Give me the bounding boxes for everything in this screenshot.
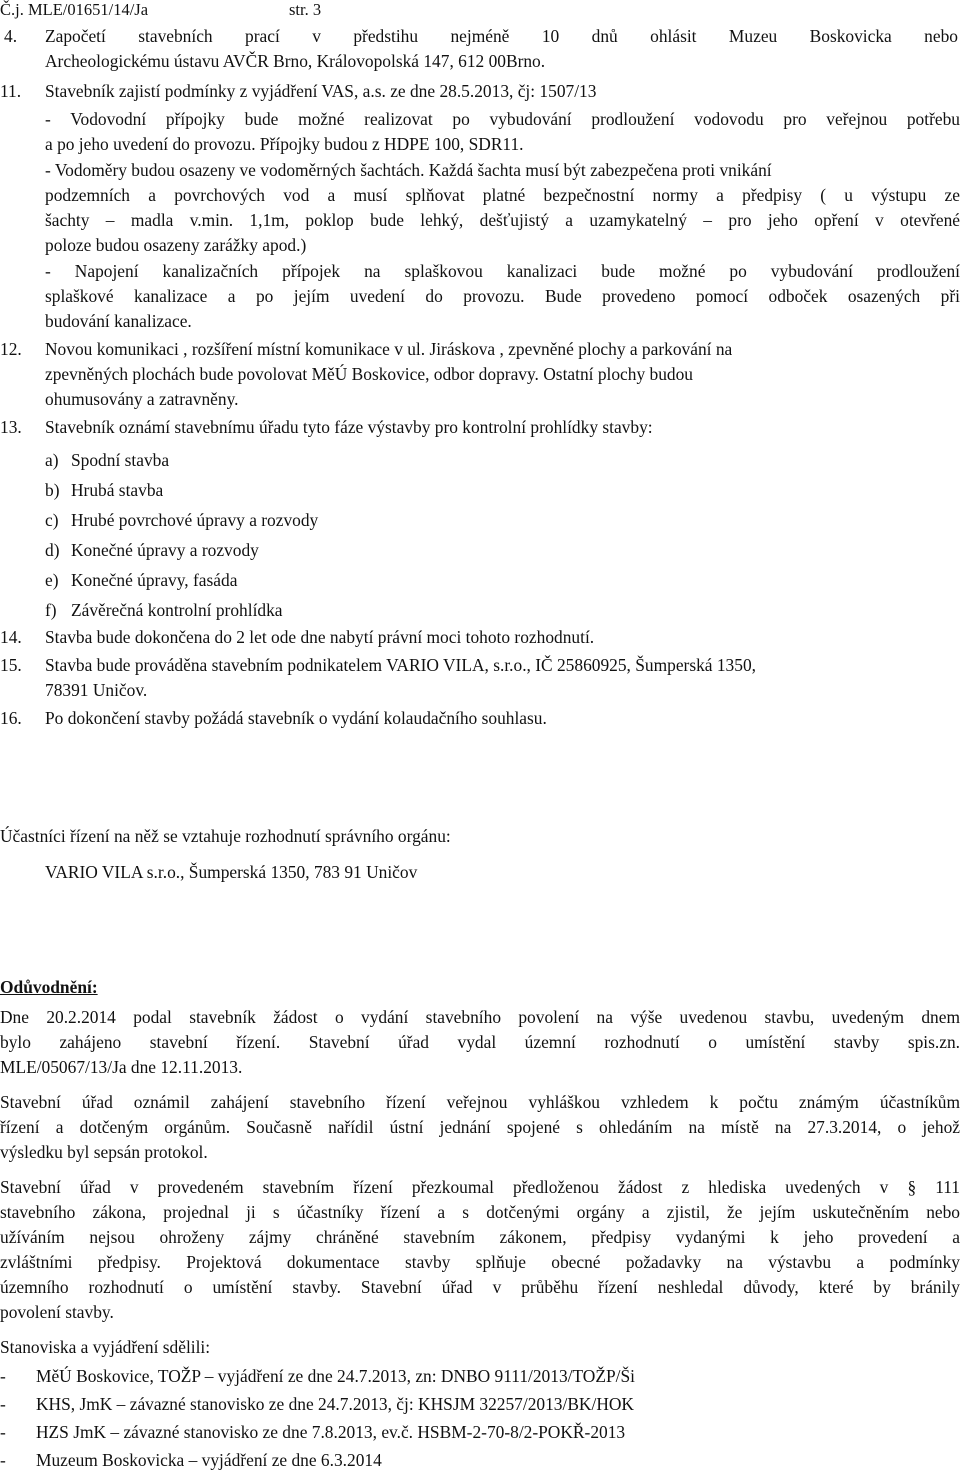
list-dash: - <box>0 1422 6 1442</box>
phase-letter: a) <box>45 450 59 470</box>
condition-number: 12. <box>0 339 22 359</box>
condition-text-line: Stavba bude prováděna stavebním podnikatelem VARIO VILA, s.r.o., IČ 25860925, Šumperská 1350, <box>45 655 756 675</box>
phase-item <box>45 565 960 595</box>
phase-item <box>45 475 960 505</box>
reasoning-paragraph-1 <box>0 1005 960 1080</box>
list-dash: - <box>0 1366 6 1386</box>
condition-14 <box>0 625 960 650</box>
condition-number: 14. <box>0 627 22 647</box>
page-number: str. 3 <box>289 0 322 19</box>
opinion-item <box>0 1420 960 1444</box>
phase-item <box>45 535 960 565</box>
list-dash: - <box>0 1450 6 1470</box>
paragraph-line: - Vodoměry budou osazeny ve vodoměrných šachtách. Každá šachta musí být zabezpečena proti vnikání <box>45 160 772 180</box>
opinion-item <box>0 1392 960 1416</box>
condition-13 <box>0 415 960 440</box>
opinion-text: KHS, JmK – závazné stanovisko ze dne 24.7.2013, čj: KHSJM 32257/2013/BK/HOK <box>36 1394 634 1414</box>
phase-text: Konečné úpravy, fasáda <box>71 570 238 590</box>
condition-text-line: ohumusovány a zatravněny. <box>45 389 239 409</box>
paragraph-line: bylo zahájeno stavební řízení. Stavební úřad vydal územní rozhodnutí o umístění stavby spis.zn. <box>0 1032 960 1052</box>
phase-letter: f) <box>45 600 57 620</box>
paragraph-line: Stavební úřad v provedeném stavebním řízení přezkoumal předloženou žádost z hlediska uvedených v § 111 <box>0 1177 960 1197</box>
condition-text-line: Archeologickému ústavu AVČR Brno, Královopolská 147, 612 00Brno. <box>45 51 546 71</box>
reasoning-paragraph-2 <box>0 1090 960 1165</box>
phase-item <box>45 445 960 475</box>
opinions-list <box>0 1364 960 1472</box>
condition-text-line: Započetí stavebních prací v předstihu nejméně 10 dnů ohlásit Muzeu Boskovicka nebo <box>45 26 958 46</box>
condition-number: 16. <box>0 708 22 728</box>
paragraph-line: MLE/05067/13/Ja dne 12.11.2013. <box>0 1057 243 1077</box>
reasoning-heading: Odůvodnění: <box>0 977 98 997</box>
phase-letter: b) <box>45 480 60 500</box>
reasoning-paragraph-3 <box>0 1175 960 1325</box>
condition-text-line: zpevněných plochách bude povolovat MěÚ Boskovice, odbor dopravy. Ostatní plochy budou <box>45 364 693 384</box>
condition-11-sewer <box>45 259 960 334</box>
paragraph-line: územního rozhodnutí o umístění stavby. Stavební úřad v průběhu řízení neshledal důvody, které by bránily <box>0 1277 960 1297</box>
condition-number: 11. <box>0 81 22 101</box>
phase-item <box>45 505 960 535</box>
paragraph-line: šachty – madla v.min. 1,1m, poklop bude lehký, dešťujistý a uzamykatelný – pro jeho opření v otevřené <box>45 210 960 230</box>
document-body <box>0 24 960 1476</box>
condition-11 <box>0 79 960 104</box>
condition-number: 13. <box>0 417 22 437</box>
condition-15 <box>0 653 960 703</box>
condition-text-line: Stavebník zajistí podmínky z vyjádření VAS, a.s. ze dne 28.5.2013, čj: 1507/13 <box>45 81 597 101</box>
paragraph-line: Stavební úřad oznámil zahájení stavebního řízení veřejnou vyhláškou vzhledem k počtu známým účastníkům <box>0 1092 960 1112</box>
paragraph-line: poloze budou osazeny zarážky apod.) <box>45 235 307 255</box>
participant-name: VARIO VILA s.r.o., Šumperská 1350, 783 91 Uničov <box>45 862 418 882</box>
condition-16 <box>0 706 960 731</box>
paragraph-line: užíváním nejsou ohroženy zájmy chráněné stavebním zákonem, předpisy vydanými k jeho provedení a <box>0 1227 960 1247</box>
paragraph-line: a po jeho uvedení do provozu. Přípojky budou z HDPE 100, SDR11. <box>45 134 524 154</box>
condition-12 <box>0 337 960 412</box>
list-dash: - <box>0 1394 6 1414</box>
condition-text-line: 78391 Uničov. <box>45 680 148 700</box>
opinion-item <box>0 1448 960 1472</box>
condition-text-line: Novou komunikaci , rozšíření místní komunikace v ul. Jiráskova , zpevněné plochy a parkování na <box>45 339 733 359</box>
condition-11-meters <box>45 158 960 258</box>
condition-text-line: Po dokončení stavby požádá stavebník o vydání kolaudačního souhlasu. <box>45 708 547 728</box>
condition-text-line: Stavba bude dokončena do 2 let ode dne nabytí právní moci tohoto rozhodnutí. <box>45 627 595 647</box>
document-reference: Č.j. MLE/01651/14/Ja <box>0 0 149 19</box>
paragraph-line: výsledku byl sepsán protokol. <box>0 1142 208 1162</box>
condition-number: 15. <box>0 655 22 675</box>
phase-text: Konečné úpravy a rozvody <box>71 540 259 560</box>
opinion-text: MěÚ Boskovice, TOŽP – vyjádření ze dne 24.7.2013, zn: DNBO 9111/2013/TOŽP/Ši <box>36 1366 635 1386</box>
paragraph-line: Dne 20.2.2014 podal stavebník žádost o vydání stavebního povolení na výše uvedenou stavbu, uvedeným dnem <box>0 1007 960 1027</box>
phase-text: Hrubá stavba <box>71 480 164 500</box>
paragraph-line: povolení stavby. <box>0 1302 114 1322</box>
paragraph-line: zvláštními předpisy. Projektová dokumentace stavby splňuje obecné požadavky na výstavbu a podmínky <box>0 1252 960 1272</box>
phase-text: Hrubé povrchové úpravy a rozvody <box>71 510 319 530</box>
phase-text: Závěrečná kontrolní prohlídka <box>71 600 283 620</box>
opinion-text: Muzeum Boskovicka – vyjádření ze dne 6.3.2014 <box>36 1450 382 1470</box>
phase-item <box>45 595 960 625</box>
participants-heading: Účastníci řízení na něž se vztahuje rozhodnutí správního orgánu: <box>0 826 451 846</box>
phase-text: Spodní stavba <box>71 450 170 470</box>
phase-letter: c) <box>45 510 59 530</box>
paragraph-line: - Vodovodní přípojky bude možné realizovat po vybudování prodloužení vodovodu pro veřejnou potřebu <box>45 109 960 129</box>
phase-letter: d) <box>45 540 60 560</box>
phase-list <box>0 445 960 625</box>
paragraph-line: splaškové kanalizace a po jejím uvedení do provozu. Bude provedeno pomocí odboček osazených při <box>45 286 960 306</box>
condition-4 <box>0 24 960 74</box>
paragraph-line: budování kanalizace. <box>45 311 192 331</box>
condition-number: 4. <box>4 26 18 46</box>
opinion-text: HZS JmK – závazné stanovisko ze dne 7.8.2013, ev.č. HSBM-2-70-8/2-POKŘ-2013 <box>36 1422 626 1442</box>
paragraph-line: stavebního zákona, projednal ji s účastníky řízení a s dotčenými orgány a zjistil, že jejím uskutečněním nebo <box>0 1202 960 1222</box>
paragraph-line: - Napojení kanalizačních přípojek na splaškovou kanalizaci bude možné po vybudování prodloužení <box>45 261 960 281</box>
condition-text-line: Stavebník oznámí stavebnímu úřadu tyto fáze výstavby pro kontrolní prohlídky stavby: <box>45 417 653 437</box>
opinions-heading: Stanoviska a vyjádření sdělili: <box>0 1337 211 1357</box>
phase-letter: e) <box>45 570 59 590</box>
paragraph-line: podzemních a povrchových vod a musí splňovat platné bezpečnostní normy a předpisy ( u výstupu ze <box>45 185 960 205</box>
opinion-item <box>0 1364 960 1388</box>
paragraph-line: řízení a dotčeným orgánům. Současně nařídil ústní jednání spojené s ohledáním na místě na 27.3.2014, o jehož <box>0 1117 960 1137</box>
condition-11-water <box>45 107 960 157</box>
